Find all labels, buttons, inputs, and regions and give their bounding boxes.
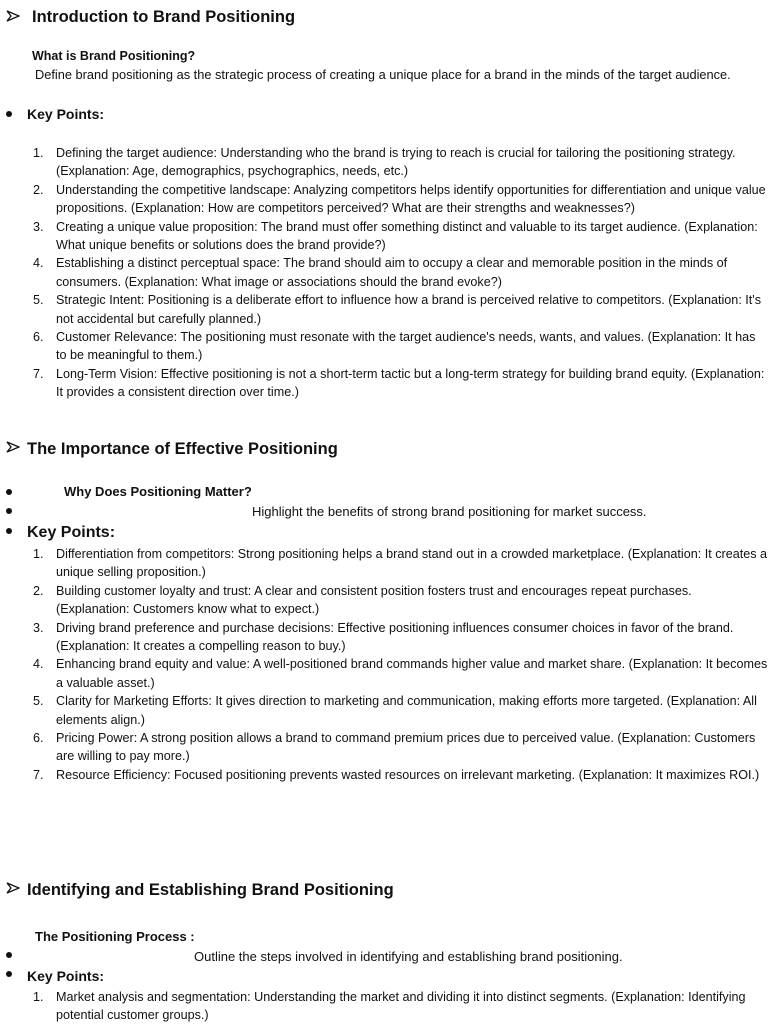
section-1-description: Define brand positioning as the strategic process of creating a unique place for a brand in the minds of the target audience. <box>35 67 731 82</box>
list-item-text: Long-Term Vision: Effective positioning is not a short-term tactic but a long-term strategy for building brand equity. (Explanation: It provides a consistent direction over time.) <box>56 366 765 400</box>
list-item-text: Enhancing brand equity and value: A well-positioned brand commands higher value and market share. (Explanation: It becomes a valuable asset.) <box>56 657 768 690</box>
section-3-description: Outline the steps involved in identifying and establishing brand positioning. <box>194 949 623 964</box>
list-item-number: 2. <box>33 182 44 197</box>
list-item <box>0 692 768 729</box>
list-item <box>0 291 768 328</box>
list-item <box>0 181 768 218</box>
list-item-text: Resource Efficiency: Focused positioning prevents wasted resources on irrelevant marketing. (Explanation: It maximizes ROI.) <box>56 767 760 782</box>
list-item-number: 6. <box>33 330 44 345</box>
arrow-bullet-icon <box>6 440 20 454</box>
list-item <box>0 218 768 255</box>
list-item-text: Strategic Intent: Positioning is a deliberate effort to influence how a brand is perceived relative to competitors. (Explanation: It's not accidental but carefully planned.) <box>56 293 762 326</box>
list-item-text: Pricing Power: A strong position allows a brand to command premium prices due to perceived value. (Explanation: Customers are willing to pay more.) <box>56 731 756 764</box>
list-item <box>0 365 768 402</box>
section-3-subheading: The Positioning Process : <box>35 929 195 944</box>
list-item <box>0 766 768 784</box>
list-item <box>0 545 768 582</box>
list-item <box>0 328 768 365</box>
list-item-number: 5. <box>33 293 44 308</box>
list-item-number: 4. <box>33 657 44 672</box>
list-item-text: Defining the target audience: Understanding who the brand is trying to reach is crucial for tailoring the positioning strategy. (Explanation: Age, demographics, psychographics, needs, etc.) <box>56 146 736 179</box>
bullet-icon <box>6 508 12 514</box>
list-item <box>0 655 768 692</box>
list-item <box>0 619 768 656</box>
list-item-number: 3. <box>33 219 44 234</box>
list-item <box>0 582 768 619</box>
list-item-text: Market analysis and segmentation: Understanding the market and dividing it into distinct segments. (Explanation: Identifying potential customer groups.) <box>56 990 746 1023</box>
list-item-number: 3. <box>33 620 44 635</box>
section-1-title: Introduction to Brand Positioning <box>32 8 296 26</box>
section-1-key-points-list <box>0 144 768 402</box>
list-item <box>0 254 768 291</box>
list-item <box>0 988 768 1025</box>
list-item-text: Clarity for Marketing Efforts: It gives direction to marketing and communication, making efforts more targeted. (Explanation: All elements align.) <box>56 694 757 727</box>
bullet-icon <box>6 528 12 534</box>
list-item-number: 5. <box>33 694 44 709</box>
list-item <box>0 144 768 181</box>
list-item-text: Creating a unique value proposition: The brand must offer something distinct and valuable to its target audience. (Explanation: What unique benefits or solutions does the brand provide?) <box>56 219 758 253</box>
section-3-key-points-list <box>0 988 768 1025</box>
arrow-bullet-icon <box>6 9 20 23</box>
list-item-number: 7. <box>33 767 44 782</box>
list-item-text: Understanding the competitive landscape: Analyzing competitors helps identify opportunities for differentiation and unique value propositions. (Explanation: How are competitors perceived? What are their strengths and weaknesses?) <box>56 182 766 216</box>
list-item <box>0 729 768 766</box>
section-2-key-points-label: Key Points: <box>27 524 116 541</box>
list-item-number: 1. <box>33 990 44 1004</box>
section-1-subheading: What is Brand Positioning? <box>32 49 196 63</box>
list-item-text: Differentiation from competitors: Strong positioning helps a brand stand out in a crowded marketplace. (Explanation: It creates a unique selling proposition.) <box>56 547 767 580</box>
bullet-icon <box>6 952 12 958</box>
arrow-bullet-icon <box>6 881 20 895</box>
section-2-key-points-list <box>0 545 768 784</box>
list-item-number: 4. <box>33 256 44 271</box>
list-item-text: Establishing a distinct perceptual space: The brand should aim to occupy a clear and memorable position in the minds of consumers. (Explanation: What image or associations should the brand evoke?) <box>56 256 728 289</box>
bullet-icon <box>6 111 12 117</box>
section-3-title: Identifying and Establishing Brand Positioning <box>27 881 394 899</box>
section-2-description: Highlight the benefits of strong brand positioning for market success. <box>252 504 647 519</box>
list-item-number: 2. <box>33 583 44 598</box>
section-1-key-points-label: Key Points: <box>27 106 105 122</box>
section-3-key-points-label: Key Points: <box>27 968 105 984</box>
list-item-number: 7. <box>33 366 44 381</box>
list-item-number: 1. <box>33 547 44 561</box>
section-2-title: The Importance of Effective Positioning <box>27 440 338 458</box>
bullet-icon <box>6 971 12 977</box>
bullet-icon <box>6 489 12 495</box>
list-item-number: 1. <box>33 146 44 160</box>
list-item-text: Driving brand preference and purchase decisions: Effective positioning influences consumer choices in favor of the brand. (Explanation: It creates a compelling reason to buy.) <box>56 620 734 654</box>
list-item-text: Customer Relevance: The positioning must resonate with the target audience's needs, wants, and values. (Explanation: It has to be meaningful to them.) <box>56 330 756 363</box>
list-item-number: 6. <box>33 731 44 746</box>
list-item-text: Building customer loyalty and trust: A clear and consistent position fosters trust and encourages repeat purchases. (Explanation: Customers know what to expect.) <box>56 583 692 617</box>
section-2-subheading: Why Does Positioning Matter? <box>64 484 252 499</box>
